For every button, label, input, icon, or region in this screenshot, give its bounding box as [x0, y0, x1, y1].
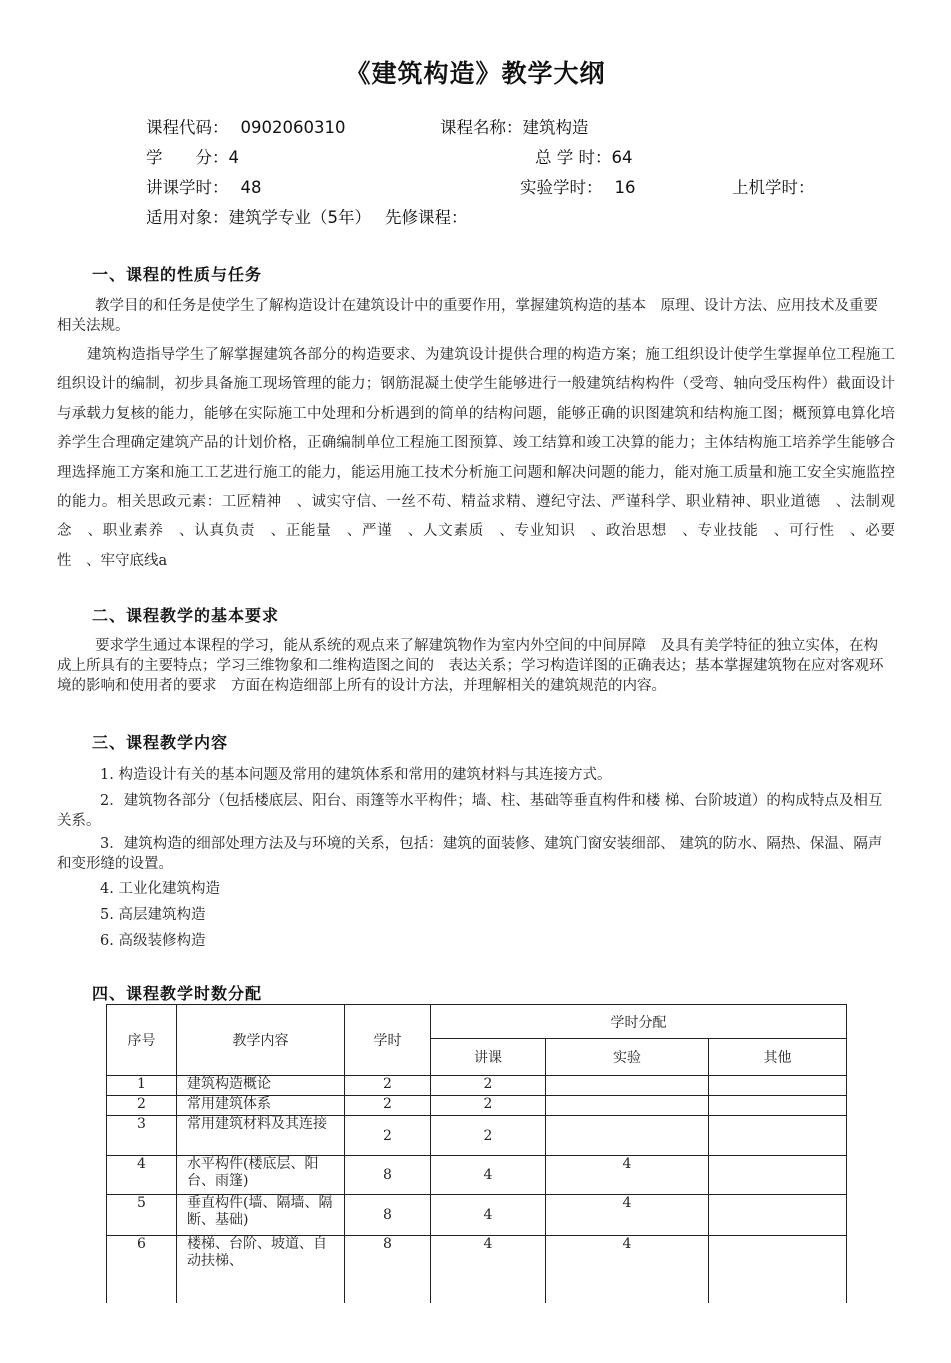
row-lecture: 4: [431, 1195, 546, 1236]
audience: [146, 204, 468, 228]
row-lecture: 2: [431, 1096, 546, 1116]
row-content: 楼梯、台阶、坡道、自 动扶梯、: [177, 1236, 345, 1316]
content-item-1: 1. 构造设计有关的基本问题及常用的建筑体系和常用的建筑材料与其连接方式。: [100, 767, 612, 783]
audience-label: 适用对象：: [146, 208, 229, 227]
credits-label: 学 分：: [146, 148, 229, 167]
row-no: 1: [107, 1076, 177, 1096]
header-hours: 学时: [345, 1005, 431, 1076]
section-1-paragraph-1: 教学目的和任务是使学生了解构造设计在建筑设计中的重要作用，掌握建筑构造的基本 原理、设计方法、应用技术及重要相关法规。: [57, 298, 878, 334]
computer-hours-label: 上机学时：: [732, 178, 815, 197]
row-no: 5: [107, 1195, 177, 1236]
table-row: [107, 1156, 847, 1195]
row-other: [709, 1076, 847, 1096]
row-lab: 4: [546, 1156, 709, 1195]
content-item-5: 5. 高层建筑构造: [100, 907, 206, 923]
header-lab: 实验: [546, 1039, 709, 1076]
credits-value: 4: [228, 148, 239, 167]
content-item-6: 6. 高级装修构造: [100, 933, 206, 949]
row-content: 建筑构造概论: [177, 1076, 345, 1096]
row-lecture: 4: [431, 1156, 546, 1195]
course-code: [146, 114, 345, 138]
row-hours: 8: [345, 1236, 431, 1316]
header-lecture: 讲课: [431, 1039, 546, 1076]
row-lecture: 2: [431, 1116, 546, 1156]
row-lecture: 2: [431, 1076, 546, 1096]
course-name-value: 建筑构造: [522, 118, 589, 137]
row-no: 4: [107, 1156, 177, 1195]
row-content: 常用建筑材料及其连接: [177, 1116, 345, 1156]
row-hours: 2: [345, 1116, 431, 1156]
course-name-label: 课程名称：: [440, 118, 523, 137]
course-code-value: 0902060310: [240, 118, 346, 137]
section-1-paragraph-2: 建筑构造指导学生了解掌握建筑各部分的构造要求、为建筑设计提供合理的构造方案；施工组织设计使学生掌握单位工程施工组织设计的编制，初步具备施工现场管理的能力；钢筋混凝土使学生能够进行一般建筑结构构件（受弯、轴向受压构件）截面设计与承载力复核的能力，能够在实际施工中处理和分析遇到的简单的结构问题，能够正确的识图建筑和结构施工图；概预算电算化培养学生合理确定建筑产品的计划价格，正确编制单位工程施工图预算、竣工结算和竣工决算的能力；主体结构施工培养学生能够合理选择施工方案和施工工艺进行施工的能力，能运用施工技术分析施工问题和解决问题的能力，能对施工质量和施工安全实施监控的能力。相关思政元素：工匠精神 、诚实守信、一丝不苟、精益求精、遵纪守法、严谨科学、职业精神、职业道德 、法制观念 、职业素养 、认真负责 、正能量 、严谨 、人文素质 、专业知识 、政治思想 、专业技能 、可行性 、必要性 、牢守底线a: [57, 347, 895, 569]
row-hours: 2: [345, 1096, 431, 1116]
course-code-label: 课程代码：: [146, 118, 229, 137]
content-item-2: 2．建筑物各部分（包括楼底层、阳台、雨篷等水平构件；墙、柱、基础等垂直构件和楼 梯、台阶坡道）的构成特点及相互关系。: [57, 793, 883, 829]
computer-hours: [732, 174, 815, 198]
section-2-paragraph: 要求学生通过本课程的学习，能从系统的观点来了解建筑物作为室内外空间的中间屏障 及具有美学特征的独立实体，在构成上所具有的主要特点；学习三维物象和二维构造图之间的 表达关系；学习构造详图的正确表达；基本掌握建筑物在应对客观环境的影响和使用者的要求 方面在构造细部上所有的设计方法，并理解相关的建筑规范的内容。: [57, 638, 884, 694]
table-row: [107, 1096, 847, 1116]
section-3-heading: 三、课程教学内容: [92, 733, 229, 752]
row-lecture: 4: [431, 1236, 546, 1316]
course-name: [440, 114, 589, 138]
lab-hours-value: 16: [614, 178, 636, 197]
row-other: [709, 1195, 847, 1236]
credits: [146, 144, 239, 168]
row-lab: [546, 1116, 709, 1156]
section-2-heading: 二、课程教学的基本要求: [92, 606, 280, 625]
row-other: [709, 1156, 847, 1195]
row-no: 3: [107, 1116, 177, 1156]
header-allocation: 学时分配: [431, 1005, 847, 1039]
row-lab: [546, 1096, 709, 1116]
header-no: 序号: [107, 1005, 177, 1076]
lecture-hours-value: 48: [240, 178, 262, 197]
document-title: 《建筑构造》教学大纲: [345, 59, 606, 88]
row-hours: 8: [345, 1156, 431, 1195]
audience-value: 建筑学专业（5年）: [228, 208, 371, 227]
row-lab: [546, 1076, 709, 1096]
hours-allocation-table: [106, 1004, 847, 1316]
header-other: 其他: [709, 1039, 847, 1076]
row-hours: 8: [345, 1195, 431, 1236]
table-row: [107, 1076, 847, 1096]
table-row: [107, 1195, 847, 1236]
page-bottom-margin: [0, 1303, 951, 1363]
total-hours-value: 64: [611, 148, 633, 167]
row-other: [709, 1096, 847, 1116]
table-row: [107, 1116, 847, 1156]
section-4-heading: 四、课程教学时数分配: [92, 984, 263, 1003]
total-hours-label: 总 学 时：: [535, 148, 612, 167]
row-content: 水平构件(楼底层、阳 台、雨篷): [177, 1156, 345, 1195]
lab-hours: [520, 174, 636, 198]
row-hours: 2: [345, 1076, 431, 1096]
row-no: 6: [107, 1236, 177, 1316]
row-lab: 4: [546, 1195, 709, 1236]
lab-hours-label: 实验学时：: [520, 178, 603, 197]
total-hours: [535, 144, 633, 168]
lecture-hours: [146, 174, 262, 198]
row-lab: 4: [546, 1236, 709, 1316]
row-content: 垂直构件(墙、隔墙、隔 断、基础): [177, 1195, 345, 1236]
table-header-row: [107, 1005, 847, 1039]
prerequisite-label: 先修课程：: [385, 208, 468, 227]
section-1-heading: 一、课程的性质与任务: [92, 265, 263, 284]
lecture-hours-label: 讲课学时：: [146, 178, 229, 197]
header-content: 教学内容: [177, 1005, 345, 1076]
row-content: 常用建筑体系: [177, 1096, 345, 1116]
row-other: [709, 1116, 847, 1156]
content-item-3: 3．建筑构造的细部处理方法及与环境的关系，包括：建筑的面装修、建筑门窗安装细部、 建筑的防水、隔热、保温、隔声和变形缝的设置。: [57, 836, 883, 872]
content-item-4: 4. 工业化建筑构造: [100, 881, 220, 897]
row-no: 2: [107, 1096, 177, 1116]
